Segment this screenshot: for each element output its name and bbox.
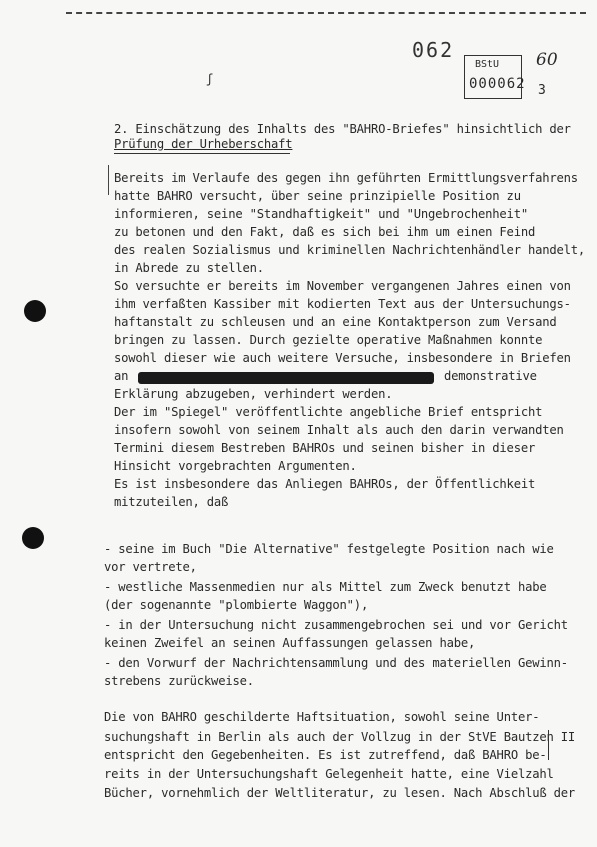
body-line: demonstrative xyxy=(444,369,537,383)
archive-stamp xyxy=(464,55,526,99)
bullet-line: strebens zurückweise. xyxy=(104,674,254,688)
section-heading-line-2: Prüfung der Urheberschaft xyxy=(114,137,293,151)
bullet-line: keinen Zweifel an seinen Auffassungen gelassen habe, xyxy=(104,636,476,650)
heading-underline xyxy=(114,153,290,154)
body-line: Es ist insbesondere das Anliegen BAHROs, der Öffentlichkeit xyxy=(114,477,536,491)
body-line: sowohl dieser wie auch weitere Versuche, insbesondere in Briefen xyxy=(114,351,571,365)
body-line: Termini diesem Bestreben BAHROs und seinen bisher in dieser xyxy=(114,441,536,455)
punch-hole-lower xyxy=(22,527,44,549)
body-line: mitzuteilen, daß xyxy=(114,495,229,509)
margin-bracket-right xyxy=(548,730,549,760)
closing-line: Die von BAHRO geschilderte Haftsituation, sowohl seine Unter- xyxy=(104,710,540,724)
bullet-line: - seine im Buch "Die Alternative" festgelegte Position nach wie xyxy=(104,542,554,556)
body-line: informieren, seine "Standhaftigkeit" und "Ungebrochenheit" xyxy=(114,207,528,221)
body-line: ihm verfaßten Kassiber mit kodierten Text aus der Untersuchungs- xyxy=(114,297,571,311)
bullet-line: - den Vorwurf der Nachrichtensammlung und des materiellen Gewinn- xyxy=(104,656,568,670)
body-line: insofern sowohl von seinem Inhalt als auch den darin verwandten xyxy=(114,423,564,437)
body-line: Hinsicht vorgebrachten Argumenten. xyxy=(114,459,357,473)
bullet-line: vor vertrete, xyxy=(104,560,197,574)
body-line: an xyxy=(114,369,129,383)
body-line: Der im "Spiegel" veröffentlichte angebliche Brief entspricht xyxy=(114,405,543,419)
margin-note-top: 60 xyxy=(536,50,558,70)
closing-line: Bücher, vornehmlich der Weltliteratur, zu lesen. Nach Abschluß der xyxy=(104,786,576,800)
body-line: Bereits im Verlaufe des gegen ihn geführten Ermittlungsverfahrens xyxy=(114,171,578,185)
body-line: zu betonen und den Fakt, daß es sich bei ihm um einen Feind xyxy=(114,225,536,239)
bullet-line: - in der Untersuchung nicht zusammengebrochen sei und vor Gericht xyxy=(104,618,568,632)
bullet-line: (der sogenannte "plombierte Waggon"), xyxy=(104,598,369,612)
redaction-bar xyxy=(138,372,434,384)
stamp-number: 000062 xyxy=(469,76,526,92)
top-dashed-rule xyxy=(66,12,586,16)
closing-line: suchungshaft in Berlin als auch der Vollzug in der StVE Bautzen II xyxy=(104,730,576,744)
stamp-label: BStU xyxy=(475,59,500,70)
body-line: So versuchte er bereits im November vergangenen Jahres einen von xyxy=(114,279,571,293)
margin-bracket xyxy=(108,165,109,195)
bullet-line: - westliche Massenmedien nur als Mittel zum Zweck benutzt habe xyxy=(104,580,547,594)
body-line: haftanstalt zu schleusen und an eine Kontaktperson zum Versand xyxy=(114,315,557,329)
closing-line: reits in der Untersuchungshaft Gelegenheit hatte, eine Vielzahl xyxy=(104,767,554,781)
body-line: hatte BAHRO versucht, über seine prinzipielle Position zu xyxy=(114,189,521,203)
body-line: Erklärung abzugeben, verhindert werden. xyxy=(114,387,393,401)
small-pen-mark: ʃ xyxy=(206,72,214,86)
closing-line: entspricht den Gegebenheiten. Es ist zutreffend, daß BAHRO be- xyxy=(104,748,547,762)
page-number: 062 xyxy=(412,38,455,62)
margin-note-side: 3 xyxy=(538,83,546,98)
body-line: in Abrede zu stellen. xyxy=(114,261,264,275)
body-line: des realen Sozialismus und kriminellen Nachrichtenhändler handelt, xyxy=(114,243,586,257)
section-heading-line-1: 2. Einschätzung des Inhalts des "BAHRO-Briefes" hinsichtlich der xyxy=(114,122,571,136)
body-line: bringen zu lassen. Durch gezielte operative Maßnahmen konnte xyxy=(114,333,543,347)
punch-hole-upper xyxy=(24,300,46,322)
